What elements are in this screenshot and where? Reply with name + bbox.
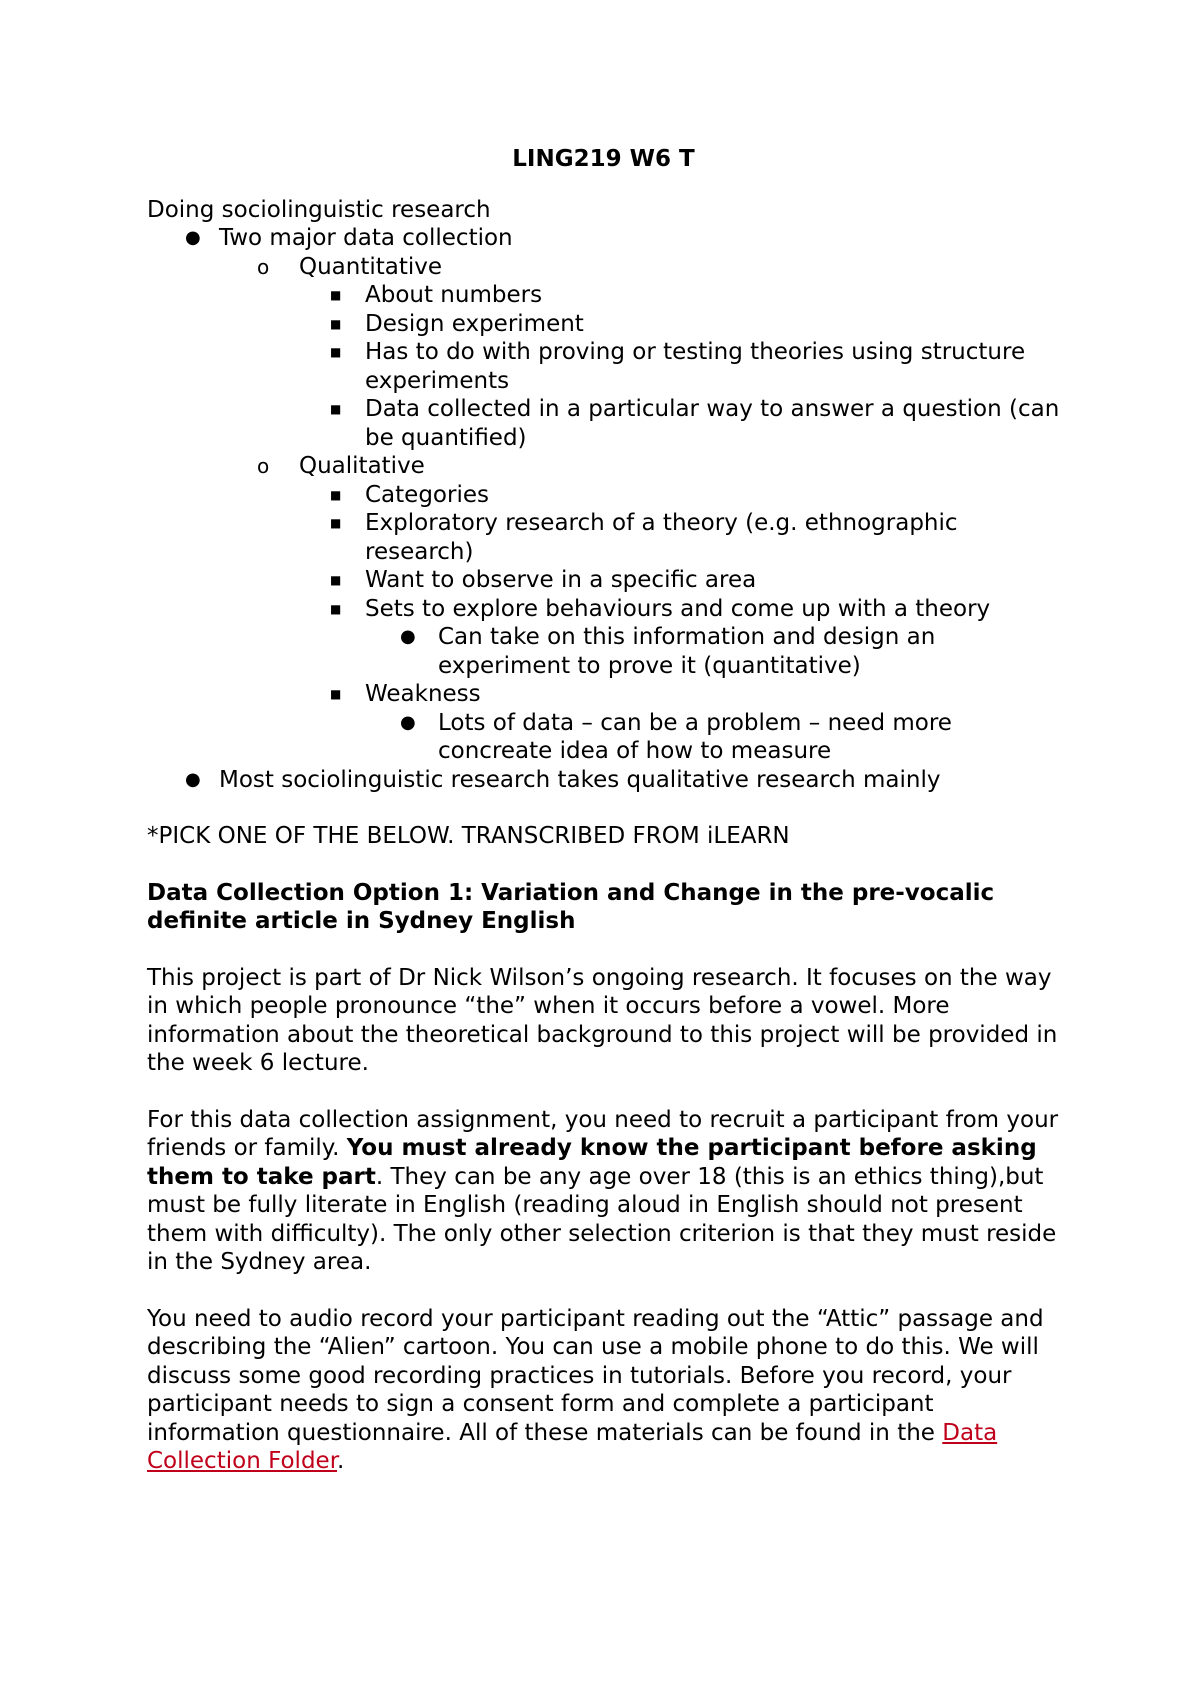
option1-paragraph-3: You need to audio record your participant reading out the “Attic” passage and describing the “Alien” cartoon. You can use a mobile phone to do this. We will discuss some good recording practices in tutorials. Before you record, your participant needs to sign a consent form and complete a participant information questionnaire. All of these materials can be found in the Data Collection Folder.: [147, 1305, 1044, 1474]
disc-bullet-icon: ●: [185, 227, 201, 248]
square-bullet-icon: ■: [330, 316, 342, 331]
option1-paragraph-1: This project is part of Dr Nick Wilson’s ongoing research. It focuses on the way in which people pronounce “the” when it occurs before a vowel. More information about the theoretical background to this project will be provided in the week 6 lecture.: [147, 964, 1058, 1076]
square-bullet-icon: ■: [330, 687, 342, 701]
data-collection-folder-link[interactable]: Data Collection Folder: [147, 1419, 998, 1474]
disc-bullet-icon: ●: [185, 768, 201, 790]
square-bullet-icon: ■: [330, 402, 342, 416]
list-item: ■ Has to do with proving or testing theories using structure experiments: [330, 339, 1026, 394]
section-heading: Doing sociolinguistic research: [147, 196, 491, 223]
list-item: ■ Weakness: [330, 681, 481, 707]
list-item: ■ Design experiment: [330, 310, 584, 337]
list-item: ■ About numbers: [330, 282, 543, 308]
document-title: LING219 W6 T: [512, 146, 695, 172]
option1-paragraph-2: For this data collection assignment, you need to recruit a participant from your friends or family. You must already know the participant before asking them to take part. They can be any age over 18 (this is an ethics thing),but must be fully literate in English (reading aloud in English should not present them with difficulty). The only other selection criterion is that they must reside in the Sydney area.: [147, 1106, 1059, 1275]
list-item: ● Most sociolinguistic research takes qualitative research mainly: [185, 766, 941, 793]
square-bullet-icon: ■: [330, 288, 342, 302]
square-bullet-icon: ■: [330, 601, 342, 616]
list-item: ■ Want to observe in a specific area: [330, 567, 757, 593]
list-item: ■ Exploratory research of a theory (e.g. ethnographic research): [330, 510, 958, 565]
square-bullet-icon: ■: [330, 345, 342, 359]
disc-bullet-icon: ●: [400, 626, 416, 647]
square-bullet-icon: ■: [330, 516, 342, 530]
square-bullet-icon: ■: [330, 487, 342, 502]
list-item: ■ Data collected in a particular way to answer a question (can be quantified): [330, 396, 1060, 451]
circle-bullet-icon: o: [257, 454, 270, 478]
list-item: o Quantitative: [257, 253, 443, 280]
circle-bullet-icon: o: [257, 254, 270, 279]
list-item: ● Can take on this information and design an experiment to prove it (quantitative): [400, 624, 936, 679]
list-item: ■ Categories: [330, 481, 489, 508]
pick-note: *PICK ONE OF THE BELOW. TRANSCRIBED FROM iLEARN: [147, 823, 790, 849]
option1-heading: Data Collection Option 1: Variation and Change in the pre-vocalic definite article in Sydney English: [147, 879, 995, 934]
square-bullet-icon: ■: [330, 573, 342, 587]
list-item: ■ Sets to explore behaviours and come up with a theory: [330, 595, 991, 622]
list-item: o Qualitative: [257, 453, 425, 479]
list-item: ● Two major data collection: [185, 225, 513, 251]
emphasis-text: You must already know the participant before asking them to take part: [147, 1135, 1037, 1190]
list-item: ● Lots of data – can be a problem – need more concreate idea of how to measure: [400, 709, 952, 764]
disc-bullet-icon: ●: [400, 711, 416, 733]
